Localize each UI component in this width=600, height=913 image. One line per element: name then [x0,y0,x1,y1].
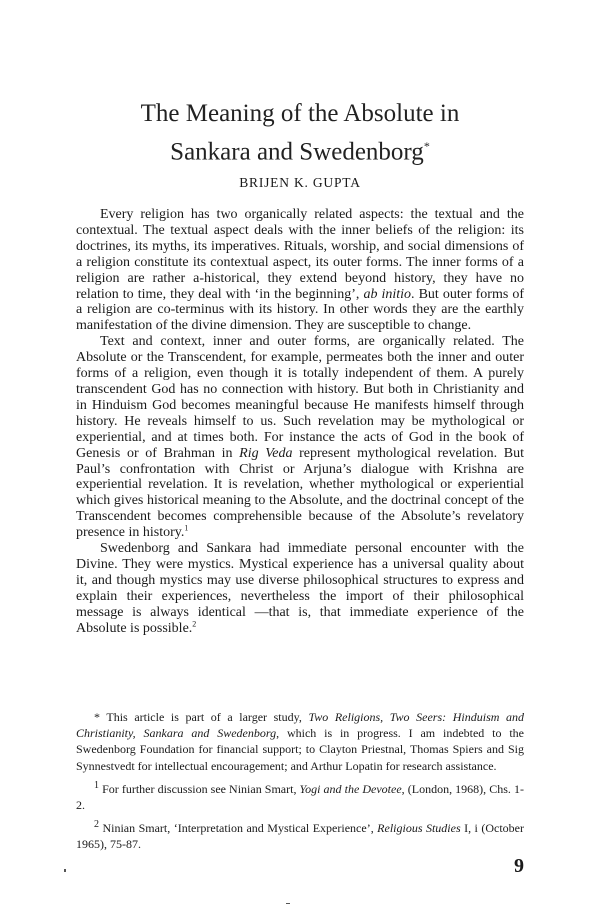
paragraph-2-italic: Rig Veda [239,445,293,461]
footnote-1-mark: 1 [94,779,99,791]
article-title-line-2-text: Sankara and Swedenborg [170,138,424,166]
footnote-ref-2: 2 [192,618,197,628]
paragraph-1-text-b: . But outer forms of a religion are co-terminus with its history. In other words they are the earthly manifestation of the divine dimension. They are susceptible to change. [76,286,524,334]
footnote-star-mark: * [94,710,100,724]
footnote-2 [76,817,524,852]
footnote-star [76,709,524,774]
article-author: BRIJEN K. GUPTA [239,175,361,190]
article-title [0,97,600,168]
article-title-line-1: The Meaning of the Absolute in [140,100,460,127]
paragraph-3-text-a: Swedenborg and Sankara had immediate personal encounter with the Divine. They were mystics. Mystical experience has a universal quality about it, and though mystics may use diverse philosophical structures to express and explain their experiences, nevertheless the import of their philosophical message is always identical —that is, that immediate experience of the Absolute is possible. [76,541,524,636]
footnote-1 [76,778,524,813]
footnote-2-text-b: I, i (October 1965), 75-87. [76,821,524,852]
footnote-2-mark: 2 [94,819,99,831]
paragraph-1-italic: ab initio [363,286,412,302]
scan-speck [64,869,66,872]
article-title-line-2 [0,130,600,168]
body-paragraph-2 [76,334,524,541]
footnote-1-italic: Yogi and the Devotee [299,781,402,796]
footnote-1-text-a: For further discussion see Ninian Smart, [99,781,300,796]
footnote-star-italic: Two Religions, Two Seers: Hinduism and Christianity, Sankara and Swedenborg [76,710,525,741]
article-body [76,207,524,636]
footnote-star-text-b: , which is in progress. I am indebted to the Swedenborg Foundation for financial support; to Clayton Priestnal, Thomas Spiers and Sig Synnestvedt for intellectual encouragement; and Arthur Lopatin for research assistance. [76,726,524,773]
footnote-star-text-a: This article is part of a larger study, [100,710,309,724]
body-paragraph-3 [76,541,524,636]
scan-speck [286,903,290,904]
paragraph-2-text-a: Text and context, inner and outer forms, are organically related. The Absolute or the Transcendent, for example, permeates both the inner and outer forms of a religion, even though it is totally independent of them. A purely transcendent God has no connection with history. But both in Christianity and in Hinduism God becomes meaningful because He manifests himself through history. He reveals himself to us. Such revelation may be mythological or experiential, and at times both. For instance the acts of God in the book of Genesis or of Brahman in [76,334,524,461]
footnote-2-text-a: Ninian Smart, ‘Interpretation and Mystical Experience’, [99,821,378,836]
page-number: 9 [514,855,524,877]
footnotes [76,709,524,853]
title-footnote-mark: * [423,139,430,153]
paragraph-1-text-a: Every religion has two organically related aspects: the textual and the contextual. The textual aspect deals with the inner beliefs of the religion: its doctrines, its myths, its imperatives. Rituals, worship, and social dimensions of a religion constitute its contextual aspect, its outer forms. The inner forms of a religion are rather a-historical, they extend beyond history, they have no relation to time, they deal with ‘in the beginning’, [76,207,524,302]
body-paragraph-1 [76,207,524,334]
footnote-2-italic: Religious Studies [377,821,461,836]
footnote-1-text-b: , (London, 1968), Chs. 1-2. [76,781,524,813]
paragraph-2-text-b: represent mythological revelation. But Paul’s confrontation with Christ or Arjuna’s dialogue with Krishna are experiential revelation. It is revelation, whether mythological or experiential which gives historical meaning to the Absolute, and the doctrinal concept of the Transcendent becomes comprehensible because of the Absolute’s revelatory presence in history. [76,445,525,541]
footnote-ref-1: 1 [184,523,189,533]
